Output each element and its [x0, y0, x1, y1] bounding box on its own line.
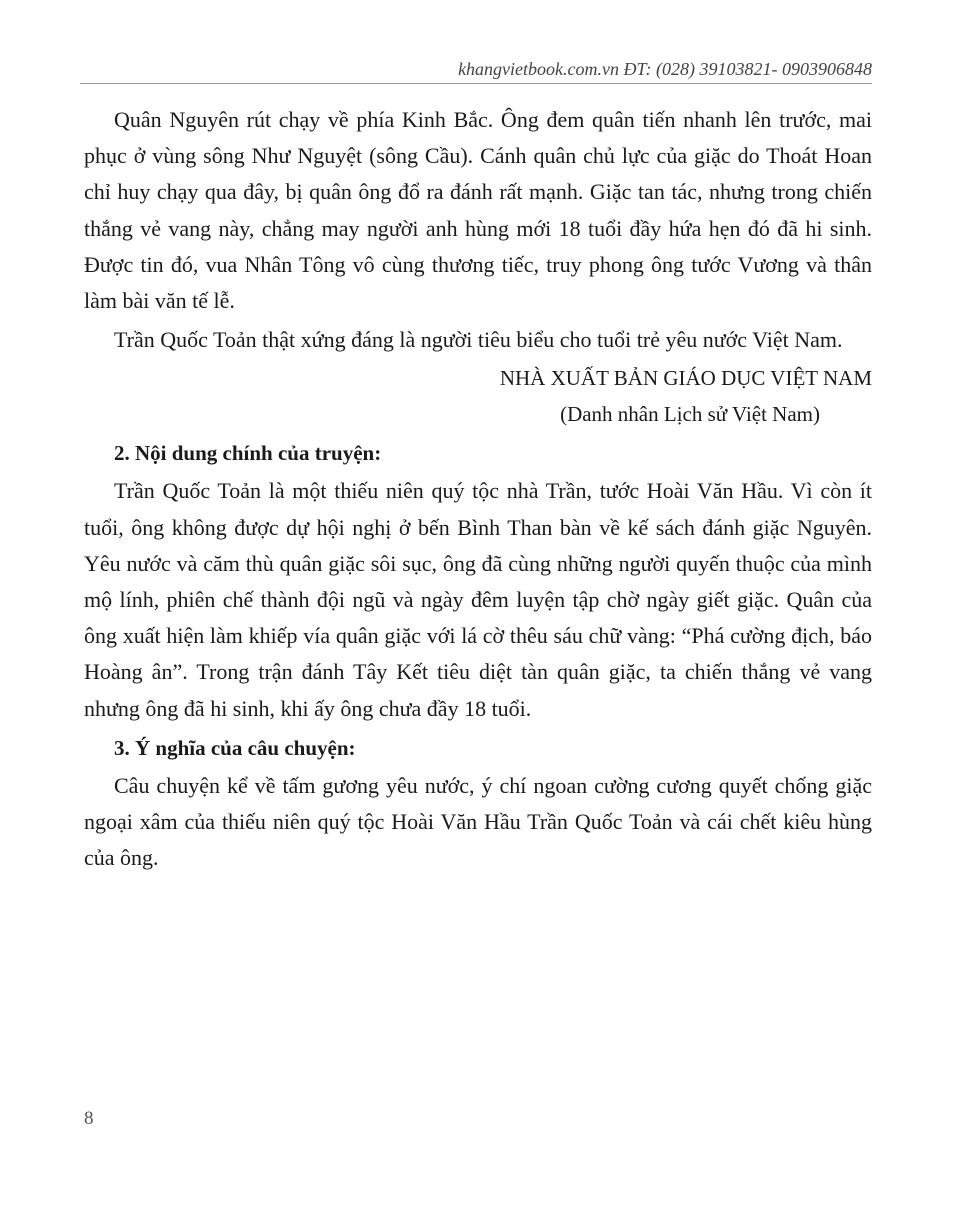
paragraph: Quân Nguyên rút chạy về phía Kinh Bắc. Ông đem quân tiến nhanh lên trước, mai phục ở vùng sông Như Nguyệt (sông Cầu). Cánh quân chủ lực của giặc do Thoát Hoan chỉ huy chạy qua đây, bị quân ông đổ ra đánh rất mạnh. Giặc tan tác, nhưng trong chiến thắng vẻ vang này, chẳng may người anh hùng mới 18 tuổi đầy hứa hẹn đó đã hi sinh. Được tin đó, vua Nhân Tông vô cùng thương tiếc, truy phong ông tước Vương và thân làm bài văn tế lễ.	[84, 107, 872, 314]
page-body	[84, 102, 872, 876]
paragraph: Câu chuyện kể về tấm gương yêu nước, ý chí ngoan cường cương quyết chống giặc ngoại xâm của thiếu niên quý tộc Hoài Văn Hầu Trần Quốc Toản và cái chết kiêu hùng của ông.	[84, 772, 872, 871]
source-publisher: NHÀ XUẤT BẢN GIÁO DỤC VIỆT NAM	[499, 366, 872, 391]
section-heading-meaning: 3. Ý nghĩa của câu chuyện:	[114, 735, 356, 760]
paragraph: Trần Quốc Toản thật xứng đáng là người tiêu biểu cho tuổi trẻ yêu nước Việt Nam.	[114, 327, 843, 353]
header-divider	[80, 83, 872, 84]
source-citation	[84, 360, 872, 432]
section-heading-content: 2. Nội dung chính của truyện:	[114, 441, 382, 466]
page-number: 8	[84, 1108, 94, 1129]
paragraph: Trần Quốc Toản là một thiếu niên quý tộc nhà Trần, tước Hoài Văn Hầu. Vì còn ít tuổi, ông không được dự hội nghị ở bến Bình Than bàn về kế sách đánh giặc Nguyên. Yêu nước và căm thù quân giặc sôi sục, ông đã cùng những người quyến thuộc của mình mộ lính, phiên chế thành đội ngũ và ngày đêm luyện tập chờ ngày giết giặc. Quân của ông xuất hiện làm khiếp vía quân giặc với lá cờ thêu sáu chữ vàng: “Phá cường địch, báo Hoàng ân”. Trong trận đánh Tây Kết tiêu diệt tàn quân giặc, ta chiến thắng vẻ vang nhưng ông đã hi sinh, khi ấy ông chưa đầy 18 tuổi.	[84, 478, 872, 721]
source-book: (Danh nhân Lịch sử Việt Nam)	[560, 402, 820, 427]
page-header: khangvietbook.com.vn ĐT: (028) 39103821- 0903906848	[458, 59, 872, 79]
